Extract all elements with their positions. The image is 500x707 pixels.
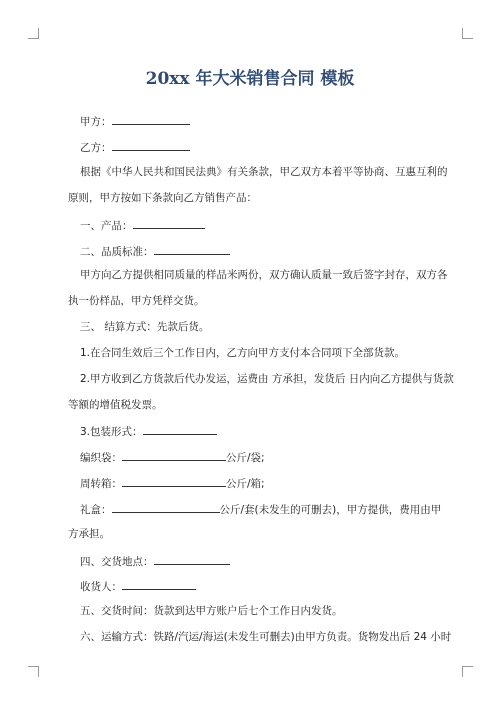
party-a-label: 甲方：: [80, 116, 112, 128]
preamble-line-2: 原则，甲方按如下条款向乙方销售产品：: [68, 192, 257, 204]
product-blank: [133, 217, 205, 229]
page-corner-mark-bottom-left: [28, 666, 39, 677]
party-b-line: [80, 139, 445, 155]
preamble-line-1: 根据《中华人民共和国民法典》有关条款，甲乙双方本着平等协商、互惠互利的: [80, 166, 448, 178]
product-label: 一、产品：: [80, 220, 133, 232]
quality-standard-blank: [154, 243, 230, 255]
crate-label: 周转箱：: [80, 478, 122, 490]
settlement-item-1: 1.在合同生效后三个工作日内，乙方向甲方支付本合同项下全部货款。: [80, 347, 406, 359]
party-b-label: 乙方：: [80, 142, 112, 154]
page-corner-mark-bottom-right: [462, 666, 473, 677]
crate-blank: [122, 475, 226, 487]
page-corner-mark-top-left: [28, 28, 39, 39]
party-a-blank: [112, 113, 190, 125]
party-a-line: [80, 113, 445, 129]
gift-box-tail: 公斤/套(未发生的可删去)，甲方提供，费用由甲: [219, 504, 442, 516]
crate-unit: 公斤/箱;: [226, 478, 265, 490]
packaging-blank: [143, 423, 217, 435]
packaging-line: [80, 423, 445, 439]
sample-clause-line-1: 甲方向乙方提供相同质量的样品米两份，双方确认质量一致后签字封存，双方各: [80, 269, 448, 281]
woven-bag-label: 编织袋：: [80, 452, 122, 464]
page-corner-mark-top-right: [462, 28, 473, 39]
gift-box-line-2: 方承担。: [68, 528, 110, 540]
transport-line: 六、运输方式：铁路/汽运/海运(未发生可删去)由甲方负责。货物发出后 24 小时: [80, 631, 452, 643]
consignee-blank: [122, 578, 196, 590]
woven-bag-blank: [122, 449, 226, 461]
woven-bag-line: [80, 449, 445, 465]
delivery-place-label: 四、交货地点：: [80, 556, 154, 568]
settlement-heading: 三、 结算方式：先款后货。: [80, 321, 210, 333]
delivery-place-line: [80, 553, 445, 569]
woven-bag-unit: 公斤/袋;: [226, 452, 265, 464]
party-b-blank: [112, 139, 190, 151]
document-title: 20xx 年大米销售合同 模板: [145, 69, 355, 89]
settlement-item-2-line-2: 等额的增值税发票。: [68, 399, 163, 411]
gift-box-blank: [112, 501, 220, 513]
consignee-line: [80, 578, 445, 594]
delivery-time-line: 五、交货时间：货款到达甲方账户后七个工作日内发货。: [80, 605, 343, 617]
packaging-label: 3.包装形式：: [80, 426, 143, 438]
gift-box-label: 礼盒：: [80, 504, 112, 516]
gift-box-line-1: [80, 501, 445, 517]
crate-line: [80, 475, 445, 491]
settlement-item-2-line-1: 2.甲方收到乙方货款后代办发运，运费由 方承担，发货后 日内向乙方提供与货款: [80, 373, 454, 385]
quality-standard-label: 二、品质标准：: [80, 246, 154, 258]
quality-standard-line: [80, 243, 445, 259]
sample-clause-line-2: 执一份样品，甲方凭样交货。: [68, 295, 205, 307]
delivery-place-blank: [154, 553, 230, 565]
product-line: [80, 217, 445, 233]
consignee-label: 收货人：: [80, 581, 122, 593]
